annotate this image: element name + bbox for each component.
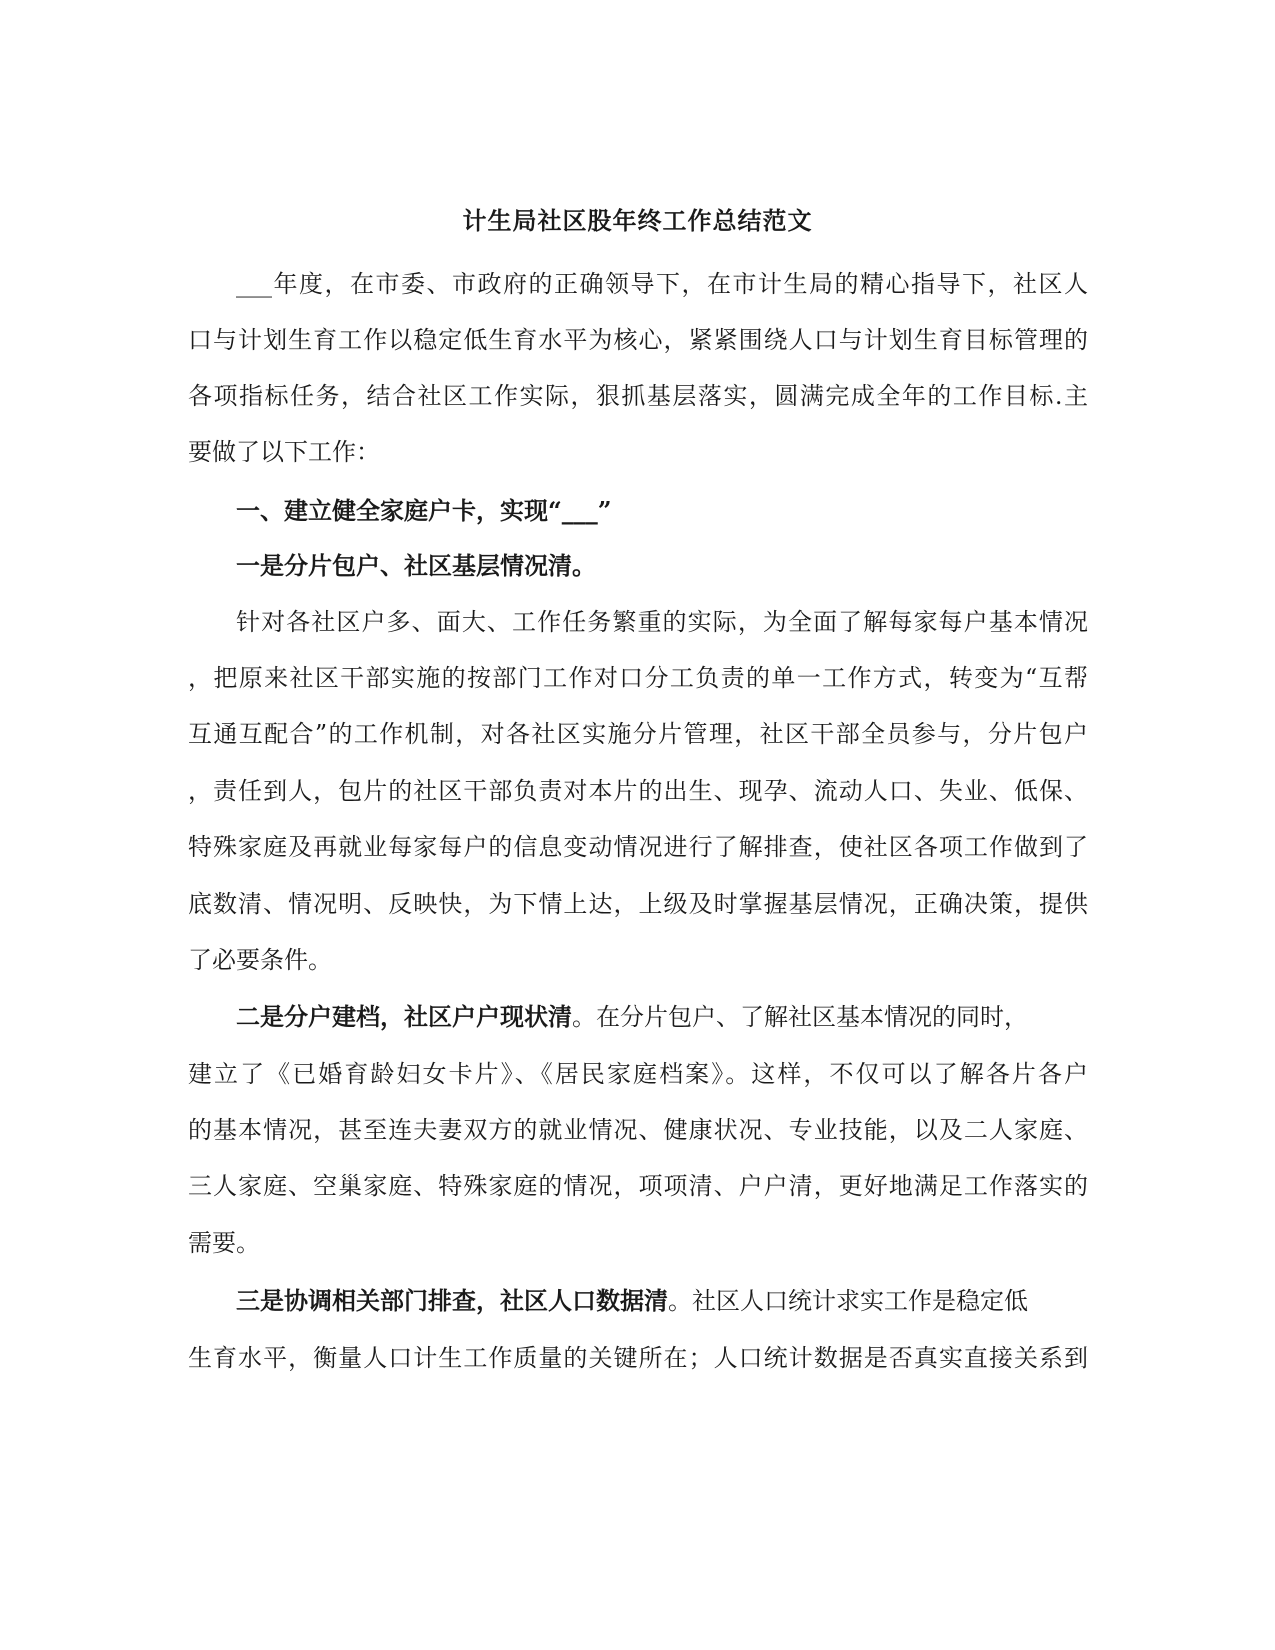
intro-line-1: ___年度，在市委、市政府的正确领导下，在市计生局的精心指导下，社区人 — [236, 270, 1088, 298]
item1-line-6: 底数清、情况明、反映快，为下情上达，上级及时掌握基层情况，正确决策，提供 — [188, 890, 1088, 918]
item2-line-2: 的基本情况，甚至连夫妻双方的就业情况、健康状况、专业技能，以及二人家庭、 — [188, 1116, 1088, 1144]
item-heading-1: 一是分片包户、社区基层情况清。 — [236, 551, 596, 580]
item1-line-7: 了必要条件。 — [188, 946, 332, 974]
item2-first-line — [236, 999, 1088, 1035]
item3-first-rest: 。社区人口统计求实工作是稳定低 — [668, 1287, 1028, 1315]
item1-line-1: 针对各社区户多、面大、工作任务繁重的实际，为全面了解每家每户基本情况 — [236, 608, 1088, 636]
item1-line-2: ，把原来社区干部实施的按部门工作对口分工负责的单一工作方式，转变为“互帮 — [188, 664, 1088, 692]
intro-line-2: 口与计划生育工作以稳定低生育水平为核心，紧紧围绕人口与计划生育目标管理的 — [188, 326, 1088, 354]
item1-line-3: 互通互配合”的工作机制，对各社区实施分片管理，社区干部全员参与，分片包户 — [188, 720, 1088, 748]
item-heading-3: 三是协调相关部门排查，社区人口数据清 — [236, 1286, 668, 1315]
item2-line-1: 建立了《已婚育龄妇女卡片》、《居民家庭档案》。这样，不仅可以了解各片各户 — [188, 1060, 1088, 1088]
item2-line-3: 三人家庭、空巢家庭、特殊家庭的情况，项项清、户户清，更好地满足工作落实的 — [188, 1172, 1088, 1200]
section-heading-1: 一、建立健全家庭户卡，实现“___” — [236, 496, 612, 525]
item2-line-4: 需要。 — [188, 1229, 260, 1257]
intro-line-3: 各项指标任务，结合社区工作实际，狠抓基层落实，圆满完成全年的工作目标.主 — [188, 382, 1088, 410]
document-title: 计生局社区股年终工作总结范文 — [462, 206, 813, 235]
item-heading-2: 二是分户建档，社区户户现状清 — [236, 1002, 572, 1031]
item1-line-4: ，责任到人，包片的社区干部负责对本片的出生、现孕、流动人口、失业、低保、 — [188, 777, 1088, 805]
item1-line-5: 特殊家庭及再就业每家每户的信息变动情况进行了解排查，使社区各项工作做到了 — [188, 833, 1088, 861]
intro-line-4: 要做了以下工作： — [188, 438, 380, 466]
item3-line-1: 生育水平，衡量人口计生工作质量的关键所在；人口统计数据是否真实直接关系到 — [188, 1344, 1088, 1372]
item2-first-rest: 。在分片包户、了解社区基本情况的同时， — [572, 1003, 1028, 1031]
item3-first-line — [236, 1283, 1088, 1319]
